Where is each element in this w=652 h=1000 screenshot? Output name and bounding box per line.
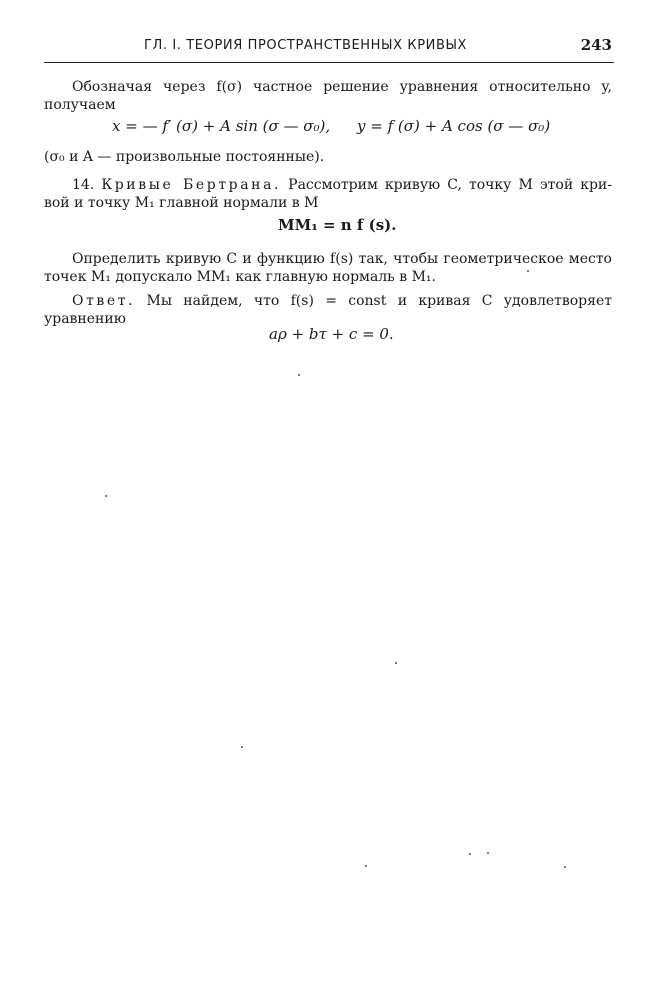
answer-label: Ответ. [72,293,136,309]
section-heading: Кривые Бертрана. [101,177,282,193]
paragraph-4-line-1: Определить кривую C и функцию f(s) так, чтобы геометрическое место [72,251,612,267]
print-speck [487,852,489,854]
print-speck [527,270,529,272]
paragraph-2-line: (σ₀ и A — произвольные постоянные). [44,149,325,165]
header-rule [44,62,614,63]
formula-x: x = — f′ (σ) + A sin (σ — σ₀), [112,117,331,135]
answer-line-1 [72,292,612,310]
paragraph-1-line-2: получаем [44,97,116,113]
running-title: ГЛ. I. ТЕОРИЯ ПРОСТРАНСТВЕННЫХ КРИВЫХ [144,38,468,53]
paragraph-3-line-2: вой и точку M₁ главной нормали в M [44,195,319,211]
print-speck [241,746,243,748]
paragraph-3-line-1-rest: Рассмотрим кривую C, точку M этой кри- [288,177,612,193]
paragraph-4-line-2: точек M₁ допускало MM₁ как главную нормаль в M₁. [44,269,436,285]
print-speck [298,374,300,376]
formula-mm: MM₁ = n f (s). [278,216,397,234]
page-header [44,34,614,62]
formula-y: y = f (σ) + A cos (σ — σ₀) [357,117,551,135]
paragraph-1-line-1: Обозначая через f(σ) частное решение уравнения относительно y, [72,79,612,95]
section-number: 14. [72,177,95,193]
print-speck [469,853,471,855]
print-speck [365,865,367,867]
formula-answer: aρ + bτ + c = 0. [269,325,394,343]
page-number: 243 [580,36,612,54]
answer-line-2: уравнению [44,311,126,327]
paragraph-3-line-1 [72,176,612,194]
print-speck [105,495,107,497]
answer-line-1-rest: Мы найдем, что f(s) = const и кривая C удовлетворяет [146,293,613,309]
print-speck [564,866,566,868]
print-speck [395,662,397,664]
